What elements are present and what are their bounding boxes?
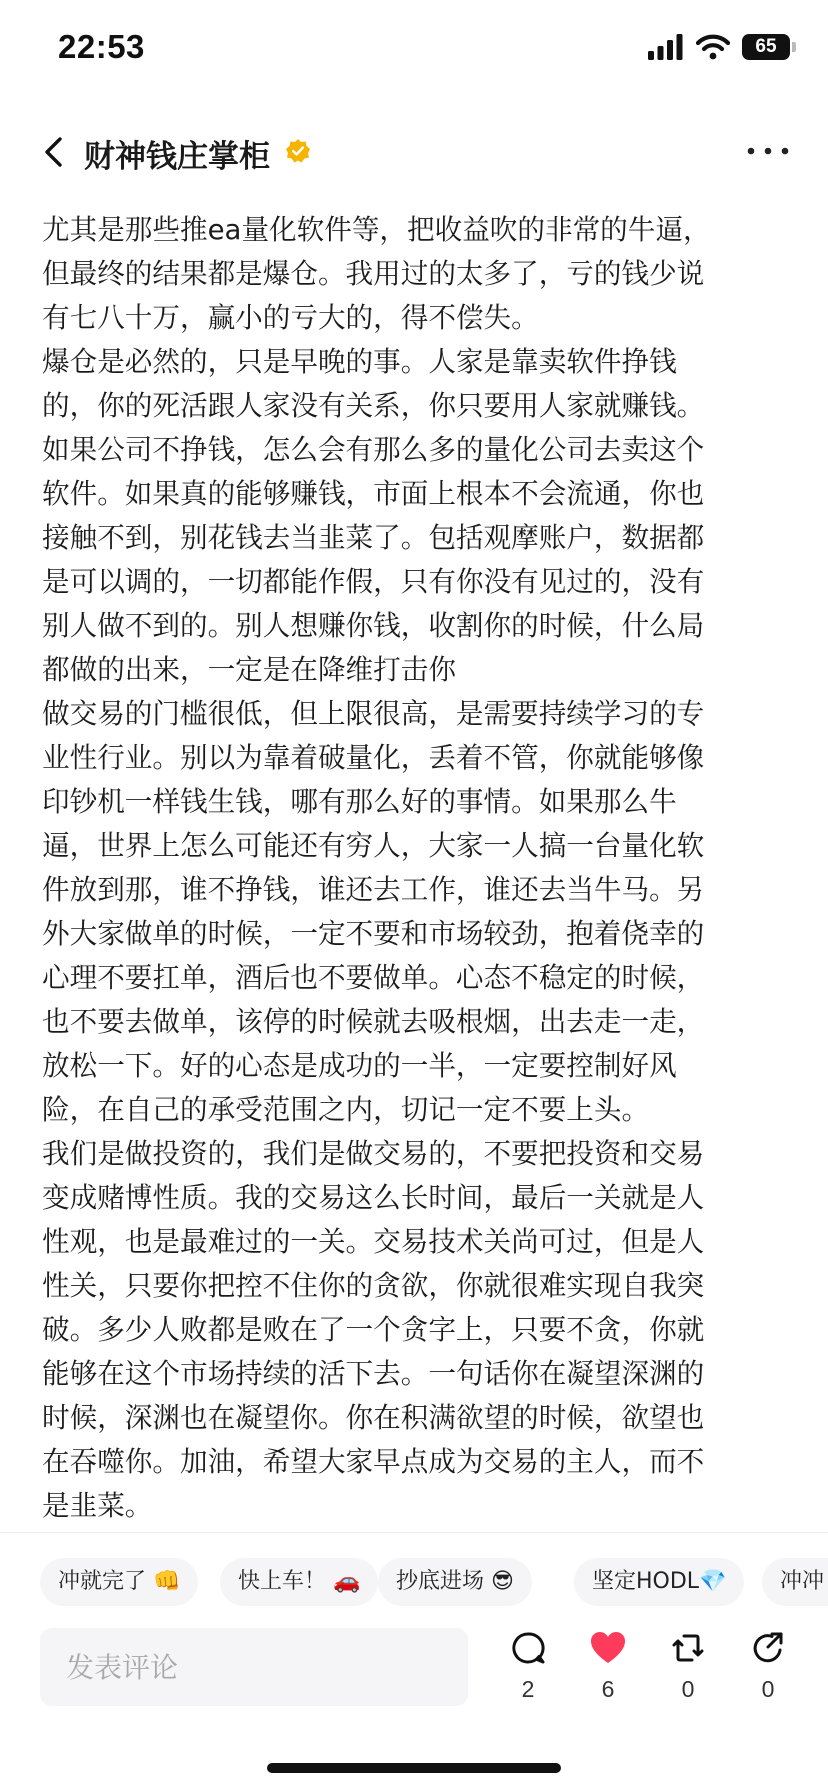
more-horizontal-icon[interactable] [746,138,790,164]
quick-reply-chip[interactable]: 抄底进场 😎 [378,1558,532,1606]
heart-icon [589,1630,627,1666]
post-body [42,208,786,1528]
share-icon [750,1630,786,1666]
post-text-line: 都做的出来，一定是在降维打击你 [42,653,456,686]
post-text-line: 破。多少人败都是败在了一个贪字上，只要不贪，你就 [42,1313,705,1346]
quick-reply-chip[interactable]: 坚定HODL💎 [574,1558,744,1606]
post-text-line: 在吞噬你。加油，希望大家早点成为交易的主人，而不 [42,1445,705,1478]
post-text-line: 外大家做单的时候，一定不要和市场较劲，抱着侥幸的 [42,917,705,950]
post-text-line: 性观，也是最难过的一关。交易技术关尚可过，但是人 [42,1225,705,1258]
signal-icon [648,34,684,60]
repost-count: 0 [681,1676,695,1702]
post-text-line: 是可以调的，一切都能作假，只有你没有见过的，没有 [42,565,705,598]
post-text-line: 心理不要扛单，酒后也不要做单。心态不稳定的时候， [42,961,705,994]
comment-button[interactable] [493,1630,563,1703]
post-text-line: 爆仓是必然的，只是早晚的事。人家是靠卖软件挣钱 [42,345,677,378]
quick-reply-chip[interactable]: 快上车！ 🚗 [220,1558,378,1606]
post-text-line: 我们是做投资的，我们是做交易的，不要把投资和交易 [42,1137,705,1170]
post-text-line: 逼，世界上怎么可能还有穷人，大家一人搞一台量化软 [42,829,705,862]
verified-badge-icon [285,138,311,164]
post-text-line: 险，在自己的承受范围之内，切记一定不要上头。 [42,1093,650,1126]
quick-reply-chip[interactable]: 冲冲 [762,1558,828,1606]
post-text-line: 放松一下。好的心态是成功的一半，一定要控制好风 [42,1049,677,1082]
status-time: 22:53 [58,28,145,65]
post-text-line: 尤其是那些推ea量化软件等，把收益吹的非常的牛逼， [42,213,711,246]
battery-cap [792,42,796,52]
battery-icon [742,34,790,60]
post-text-line: 也不要去做单，该停的时候就去吸根烟，出去走一走， [42,1005,705,1038]
post-text-line: 变成赌博性质。我的交易这么长时间，最后一关就是人 [42,1181,705,1214]
post-text-line: 件放到那，谁不挣钱，谁还去工作，谁还去当牛马。另 [42,873,705,906]
quick-reply-chip[interactable]: 冲就完了 👊 [40,1558,198,1606]
post-text-line: 有七八十万，赢小的亏大的，得不偿失。 [42,301,539,334]
post-text-line: 性关，只要你把控不住你的贪欲，你就很难实现自我突 [42,1269,705,1302]
comment-count: 2 [521,1676,535,1702]
post-text-line: 软件。如果真的能够赚钱，市面上根本不会流通，你也 [42,477,705,510]
post-text-line: 但最终的结果都是爆仓。我用过的太多了，亏的钱少说 [42,257,705,290]
post-text-line: 时候，深渊也在凝望你。你在积满欲望的时候，欲望也 [42,1401,705,1434]
divider [0,1532,828,1533]
post-text-line: 别人做不到的。别人想赚你钱，收割你的时候，什么局 [42,609,705,642]
share-count: 0 [761,1676,775,1702]
wifi-icon [696,34,730,60]
battery-level: 65 [755,36,777,57]
post-text-line: 接触不到，别花钱去当韭菜了。包括观摩账户，数据都 [42,521,705,554]
account-name[interactable]: 财神钱庄掌柜 [84,139,270,175]
status-bar [0,0,828,100]
nav-header [0,118,828,188]
comment-input[interactable] [40,1628,468,1706]
post-text-line: 的，你的死活跟人家没有关系，你只要用人家就赚钱。 [42,389,705,422]
post-text-line: 印钞机一样钱生钱，哪有那么好的事情。如果那么牛 [42,785,677,818]
repost-icon [670,1630,706,1666]
post-text-line: 是韭菜。 [42,1489,153,1522]
post-text-line: 如果公司不挣钱，怎么会有那么多的量化公司去卖这个 [42,433,705,466]
comment-icon [510,1630,546,1666]
like-button[interactable] [573,1630,643,1703]
like-count: 6 [601,1676,615,1702]
post-text-line: 能够在这个市场持续的活下去。一句话你在凝望深渊的 [42,1357,705,1390]
status-icons [648,34,790,60]
chevron-left-icon[interactable] [36,132,76,172]
quick-replies [0,1558,828,1610]
share-button[interactable] [733,1630,803,1703]
post-text-line: 做交易的门槛很低，但上限很高，是需要持续学习的专 [42,697,705,730]
repost-button[interactable] [653,1630,723,1703]
post-text-line: 业性行业。别以为靠着破量化，丢着不管，你就能够像 [42,741,705,774]
home-indicator [267,1763,561,1773]
